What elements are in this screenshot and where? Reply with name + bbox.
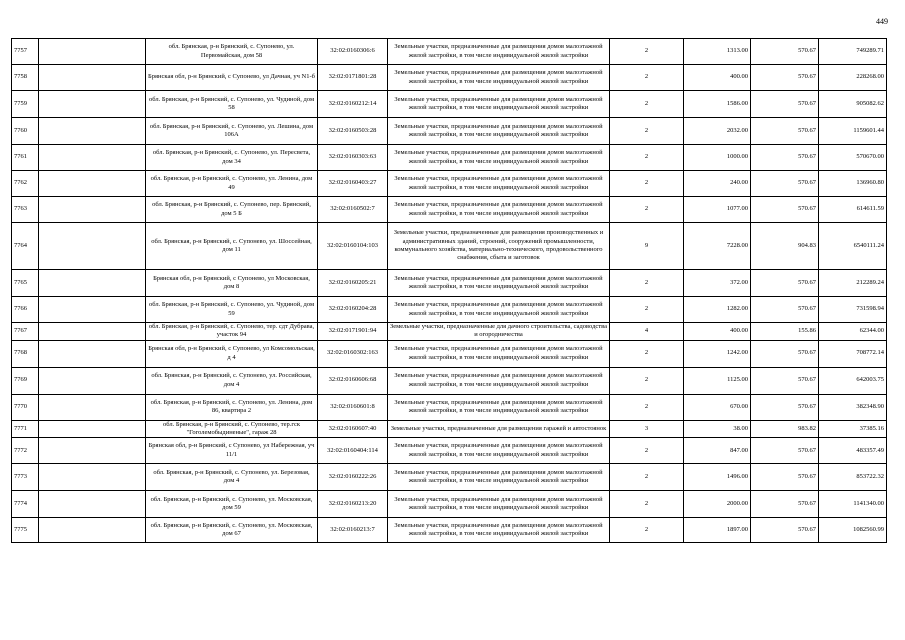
cadastral-value-cell: 483357.49 bbox=[819, 438, 887, 464]
row-number: 7764 bbox=[12, 223, 39, 270]
address-cell: обл. Брянская, р-н Брянский, с. Супонево, ул. Пересвета, дом 34 bbox=[146, 145, 318, 171]
land-use-cell: Земельные участки, предназначенные для дачного строительства, садоводства и огородничества bbox=[388, 323, 610, 341]
specific-value-cell: 155.86 bbox=[751, 323, 819, 341]
land-use-cell: Земельные участки, предназначенные для размещения домов малоэтажной жилой застройки, в том числе индивидуальной жилой застройки bbox=[388, 491, 610, 518]
cadastral-number-cell: 32:02:0171801:28 bbox=[318, 65, 388, 91]
address-cell: обл. Брянская, р-н Брянский, с. Супонево, ул. Московская, дом 59 bbox=[146, 491, 318, 518]
group-cell: 3 bbox=[610, 420, 684, 438]
row-number: 7775 bbox=[12, 518, 39, 543]
area-cell: 400.00 bbox=[684, 323, 751, 341]
row-number: 7767 bbox=[12, 323, 39, 341]
cadastral-number-cell: 32:02:0171901:94 bbox=[318, 323, 388, 341]
specific-value-cell: 570.67 bbox=[751, 340, 819, 367]
group-cell: 9 bbox=[610, 223, 684, 270]
cadastral-number-cell: 32:02:0160607:40 bbox=[318, 420, 388, 438]
empty-cell bbox=[39, 340, 146, 367]
specific-value-cell: 570.67 bbox=[751, 118, 819, 145]
table-row bbox=[12, 438, 887, 464]
address-cell: обл. Брянская, р-н Брянский, с. Супонево, ул. Шоссейная, дом 11 bbox=[146, 223, 318, 270]
cadastral-value-cell: 570670.00 bbox=[819, 145, 887, 171]
group-cell: 2 bbox=[610, 394, 684, 420]
group-cell: 2 bbox=[610, 197, 684, 223]
area-cell: 372.00 bbox=[684, 270, 751, 297]
empty-cell bbox=[39, 438, 146, 464]
land-use-cell: Земельные участки, предназначенные для размещения домов малоэтажной жилой застройки, в том числе индивидуальной жилой застройки bbox=[388, 39, 610, 65]
empty-cell bbox=[39, 118, 146, 145]
specific-value-cell: 570.67 bbox=[751, 491, 819, 518]
land-use-cell: Земельные участки, предназначенные для размещения домов малоэтажной жилой застройки, в том числе индивидуальной жилой застройки bbox=[388, 518, 610, 543]
row-number: 7773 bbox=[12, 464, 39, 491]
cadastral-number-cell: 32:02:0160404:114 bbox=[318, 438, 388, 464]
table-row bbox=[12, 223, 887, 270]
group-cell: 2 bbox=[610, 118, 684, 145]
empty-cell bbox=[39, 420, 146, 438]
empty-cell bbox=[39, 39, 146, 65]
cadastral-value-cell: 136960.80 bbox=[819, 171, 887, 197]
empty-cell bbox=[39, 491, 146, 518]
table-row bbox=[12, 171, 887, 197]
table-row bbox=[12, 145, 887, 171]
row-number: 7770 bbox=[12, 394, 39, 420]
cadastral-number-cell: 32:02:0160606:68 bbox=[318, 367, 388, 394]
row-number: 7768 bbox=[12, 340, 39, 367]
page-number: 449 bbox=[876, 17, 888, 26]
cadastral-value-cell: 614611.59 bbox=[819, 197, 887, 223]
land-use-cell: Земельные участки, предназначенные для размещения производственных и административных зданий, строений, сооружений промышленности, коммунального хозяйства, материально-технического, продовольственного снабжения, сбыта и заготовок bbox=[388, 223, 610, 270]
group-cell: 2 bbox=[610, 438, 684, 464]
table-row bbox=[12, 91, 887, 118]
table-row bbox=[12, 65, 887, 91]
cadastral-number-cell: 32:02:0160403:27 bbox=[318, 171, 388, 197]
area-cell: 1496.00 bbox=[684, 464, 751, 491]
cadastral-number-cell: 32:02:0160212:14 bbox=[318, 91, 388, 118]
cadastral-number-cell: 32:02:0160601:8 bbox=[318, 394, 388, 420]
specific-value-cell: 570.67 bbox=[751, 464, 819, 491]
cadastral-value-cell: 708772.14 bbox=[819, 340, 887, 367]
table-row bbox=[12, 197, 887, 223]
land-use-cell: Земельные участки, предназначенные для размещения домов малоэтажной жилой застройки, в том числе индивидуальной жилой застройки bbox=[388, 297, 610, 323]
land-use-cell: Земельные участки, предназначенные для размещения домов малоэтажной жилой застройки, в том числе индивидуальной жилой застройки bbox=[388, 340, 610, 367]
cadastral-number-cell: 32:02:0160205:21 bbox=[318, 270, 388, 297]
land-use-cell: Земельные участки, предназначенные для размещения домов малоэтажной жилой застройки, в том числе индивидуальной жилой застройки bbox=[388, 197, 610, 223]
address-cell: обл. Брянская, р-н Брянский, с. Супонево, ул. Ленина, дом 49 bbox=[146, 171, 318, 197]
address-cell: Брянская обл, р-н Брянский, с Супонево, ул Набережная, уч 11/1 bbox=[146, 438, 318, 464]
land-use-cell: Земельные участки, предназначенные для размещения домов малоэтажной жилой застройки, в том числе индивидуальной жилой застройки bbox=[388, 171, 610, 197]
area-cell: 38.00 bbox=[684, 420, 751, 438]
group-cell: 2 bbox=[610, 464, 684, 491]
specific-value-cell: 570.67 bbox=[751, 394, 819, 420]
table-row bbox=[12, 39, 887, 65]
land-use-cell: Земельные участки, предназначенные для размещения домов малоэтажной жилой застройки, в том числе индивидуальной жилой застройки bbox=[388, 394, 610, 420]
group-cell: 2 bbox=[610, 171, 684, 197]
group-cell: 2 bbox=[610, 91, 684, 118]
cadastral-value-cell: 905082.62 bbox=[819, 91, 887, 118]
area-cell: 1586.00 bbox=[684, 91, 751, 118]
cadastral-number-cell: 32:02:0160213:7 bbox=[318, 518, 388, 543]
row-number: 7765 bbox=[12, 270, 39, 297]
address-cell: Брянская обл, р-н Брянский, с Супонево, ул Комсомольская, д 4 bbox=[146, 340, 318, 367]
address-cell: обл. Брянская, р-н Брянский, с. Супонево, ул. Чудиной, дом 59 bbox=[146, 297, 318, 323]
cadastral-value-cell: 642003.75 bbox=[819, 367, 887, 394]
table-row bbox=[12, 118, 887, 145]
empty-cell bbox=[39, 394, 146, 420]
cadastral-number-cell: 32:02:0160222:26 bbox=[318, 464, 388, 491]
row-number: 7757 bbox=[12, 39, 39, 65]
row-number: 7758 bbox=[12, 65, 39, 91]
cadastral-value-cell: 1159601.44 bbox=[819, 118, 887, 145]
cadastral-number-cell: 32:02:0160306:6 bbox=[318, 39, 388, 65]
area-cell: 670.00 bbox=[684, 394, 751, 420]
group-cell: 4 bbox=[610, 323, 684, 341]
table-row bbox=[12, 323, 887, 341]
address-cell: обл. Брянская, р-н Брянский, с. Супонево, ул. Первомайская, дом 58 bbox=[146, 39, 318, 65]
area-cell: 1125.00 bbox=[684, 367, 751, 394]
group-cell: 2 bbox=[610, 270, 684, 297]
empty-cell bbox=[39, 518, 146, 543]
address-cell: Брянская обл, р-н Брянский, с Супонево, ул Московская, дом 8 bbox=[146, 270, 318, 297]
table-row bbox=[12, 297, 887, 323]
address-cell: обл. Брянская, р-н Брянский, с. Супонево, ул. Ленина, дом 86, квартира 2 bbox=[146, 394, 318, 420]
specific-value-cell: 570.67 bbox=[751, 171, 819, 197]
group-cell: 2 bbox=[610, 518, 684, 543]
cadastral-value-cell: 212289.24 bbox=[819, 270, 887, 297]
specific-value-cell: 570.67 bbox=[751, 270, 819, 297]
cadastral-value-cell: 731598.94 bbox=[819, 297, 887, 323]
table-row bbox=[12, 420, 887, 438]
cadastral-number-cell: 32:02:0160302:163 bbox=[318, 340, 388, 367]
cadastral-value-cell: 749289.71 bbox=[819, 39, 887, 65]
cadastral-number-cell: 32:02:0160503:28 bbox=[318, 118, 388, 145]
table-row bbox=[12, 491, 887, 518]
address-cell: обл. Брянская, р-н Брянский, с. Супонево, ул. Московская, дом 67 bbox=[146, 518, 318, 543]
land-use-cell: Земельные участки, предназначенные для размещения домов малоэтажной жилой застройки, в том числе индивидуальной жилой застройки bbox=[388, 145, 610, 171]
specific-value-cell: 983.82 bbox=[751, 420, 819, 438]
address-cell: Брянская обл, р-н Брянский, с Супонево, ул Дачная, уч N1-б bbox=[146, 65, 318, 91]
empty-cell bbox=[39, 367, 146, 394]
specific-value-cell: 570.67 bbox=[751, 518, 819, 543]
specific-value-cell: 570.67 bbox=[751, 65, 819, 91]
address-cell: обл. Брянская, р-н Брянский, с. Супонево, ул. Российская, дом 4 bbox=[146, 367, 318, 394]
cadastral-number-cell: 32:02:0160502:7 bbox=[318, 197, 388, 223]
row-number: 7762 bbox=[12, 171, 39, 197]
cadastral-value-cell: 228268.00 bbox=[819, 65, 887, 91]
empty-cell bbox=[39, 464, 146, 491]
address-cell: обл. Брянская, р-н Брянский, с. Супонево, тер.гск "Гоголемобыдиненые", гараж 28 bbox=[146, 420, 318, 438]
group-cell: 2 bbox=[610, 39, 684, 65]
row-number: 7772 bbox=[12, 438, 39, 464]
table-row bbox=[12, 464, 887, 491]
land-use-cell: Земельные участки, предназначенные для размещения домов малоэтажной жилой застройки, в том числе индивидуальной жилой застройки bbox=[388, 65, 610, 91]
area-cell: 1313.00 bbox=[684, 39, 751, 65]
land-use-cell: Земельные участки, предназначенные для размещения домов малоэтажной жилой застройки, в том числе индивидуальной жилой застройки bbox=[388, 464, 610, 491]
row-number: 7760 bbox=[12, 118, 39, 145]
land-use-cell: Земельные участки, предназначенные для размещения домов малоэтажной жилой застройки, в том числе индивидуальной жилой застройки bbox=[388, 367, 610, 394]
area-cell: 7228.00 bbox=[684, 223, 751, 270]
area-cell: 847.00 bbox=[684, 438, 751, 464]
area-cell: 400.00 bbox=[684, 65, 751, 91]
cadastral-number-cell: 32:02:0160104:103 bbox=[318, 223, 388, 270]
address-cell: обл. Брянская, р-н Брянский, с. Супонево, ул. Чудиной, дом 58 bbox=[146, 91, 318, 118]
empty-cell bbox=[39, 171, 146, 197]
cadastral-value-cell: 853722.32 bbox=[819, 464, 887, 491]
group-cell: 2 bbox=[610, 491, 684, 518]
cadastral-value-cell: 62344.00 bbox=[819, 323, 887, 341]
group-cell: 2 bbox=[610, 145, 684, 171]
specific-value-cell: 570.67 bbox=[751, 39, 819, 65]
empty-cell bbox=[39, 145, 146, 171]
group-cell: 2 bbox=[610, 367, 684, 394]
cadastral-value-cell: 1082560.99 bbox=[819, 518, 887, 543]
empty-cell bbox=[39, 223, 146, 270]
specific-value-cell: 570.67 bbox=[751, 197, 819, 223]
cadastral-value-cell: 1141340.00 bbox=[819, 491, 887, 518]
specific-value-cell: 570.67 bbox=[751, 367, 819, 394]
specific-value-cell: 570.67 bbox=[751, 438, 819, 464]
land-use-cell: Земельные участки, предназначенные для размещения домов малоэтажной жилой застройки, в том числе индивидуальной жилой застройки bbox=[388, 118, 610, 145]
table-row bbox=[12, 518, 887, 543]
land-use-cell: Земельные участки, предназначенные для размещения домов малоэтажной жилой застройки, в том числе индивидуальной жилой застройки bbox=[388, 91, 610, 118]
empty-cell bbox=[39, 297, 146, 323]
table-row bbox=[12, 340, 887, 367]
row-number: 7761 bbox=[12, 145, 39, 171]
area-cell: 240.00 bbox=[684, 171, 751, 197]
specific-value-cell: 570.67 bbox=[751, 145, 819, 171]
cadastral-value-cell: 37385.16 bbox=[819, 420, 887, 438]
area-cell: 1242.00 bbox=[684, 340, 751, 367]
group-cell: 2 bbox=[610, 297, 684, 323]
table-row bbox=[12, 367, 887, 394]
address-cell: обл. Брянская, р-н Брянский, с. Супонево, ул. Березовая, дом 4 bbox=[146, 464, 318, 491]
empty-cell bbox=[39, 91, 146, 118]
area-cell: 1077.00 bbox=[684, 197, 751, 223]
row-number: 7769 bbox=[12, 367, 39, 394]
row-number: 7771 bbox=[12, 420, 39, 438]
area-cell: 1897.00 bbox=[684, 518, 751, 543]
area-cell: 1282.00 bbox=[684, 297, 751, 323]
table-row bbox=[12, 270, 887, 297]
empty-cell bbox=[39, 197, 146, 223]
address-cell: обл. Брянская, р-н Брянский, с. Супонево, тер. сдт Дубрава, участок 94 bbox=[146, 323, 318, 341]
table-row bbox=[12, 394, 887, 420]
cadastral-number-cell: 32:02:0160204:28 bbox=[318, 297, 388, 323]
land-use-cell: Земельные участки, предназначенные для размещения домов малоэтажной жилой застройки, в том числе индивидуальной жилой застройки bbox=[388, 270, 610, 297]
area-cell: 1000.00 bbox=[684, 145, 751, 171]
row-number: 7763 bbox=[12, 197, 39, 223]
specific-value-cell: 904.83 bbox=[751, 223, 819, 270]
land-use-cell: Земельные участки, предназначенные для размещения гаражей и автостоянок bbox=[388, 420, 610, 438]
cadastral-value-table bbox=[11, 38, 887, 543]
area-cell: 2032.00 bbox=[684, 118, 751, 145]
cadastral-value-cell: 6540111.24 bbox=[819, 223, 887, 270]
specific-value-cell: 570.67 bbox=[751, 297, 819, 323]
row-number: 7774 bbox=[12, 491, 39, 518]
row-number: 7766 bbox=[12, 297, 39, 323]
cadastral-number-cell: 32:02:0160213:20 bbox=[318, 491, 388, 518]
land-use-cell: Земельные участки, предназначенные для размещения домов малоэтажной жилой застройки, в том числе индивидуальной жилой застройки bbox=[388, 438, 610, 464]
empty-cell bbox=[39, 65, 146, 91]
row-number: 7759 bbox=[12, 91, 39, 118]
area-cell: 2000.00 bbox=[684, 491, 751, 518]
address-cell: обл. Брянская, р-н Брянский, с. Супонево, ул. Лешина, дом 106А bbox=[146, 118, 318, 145]
address-cell: обл. Брянская, р-н Брянский, с. Супонево, пер. Брянский, дом 5 Б bbox=[146, 197, 318, 223]
group-cell: 2 bbox=[610, 65, 684, 91]
cadastral-number-cell: 32:02:0160303:63 bbox=[318, 145, 388, 171]
empty-cell bbox=[39, 270, 146, 297]
group-cell: 2 bbox=[610, 340, 684, 367]
empty-cell bbox=[39, 323, 146, 341]
cadastral-value-cell: 382348.90 bbox=[819, 394, 887, 420]
table-body bbox=[12, 39, 887, 543]
specific-value-cell: 570.67 bbox=[751, 91, 819, 118]
